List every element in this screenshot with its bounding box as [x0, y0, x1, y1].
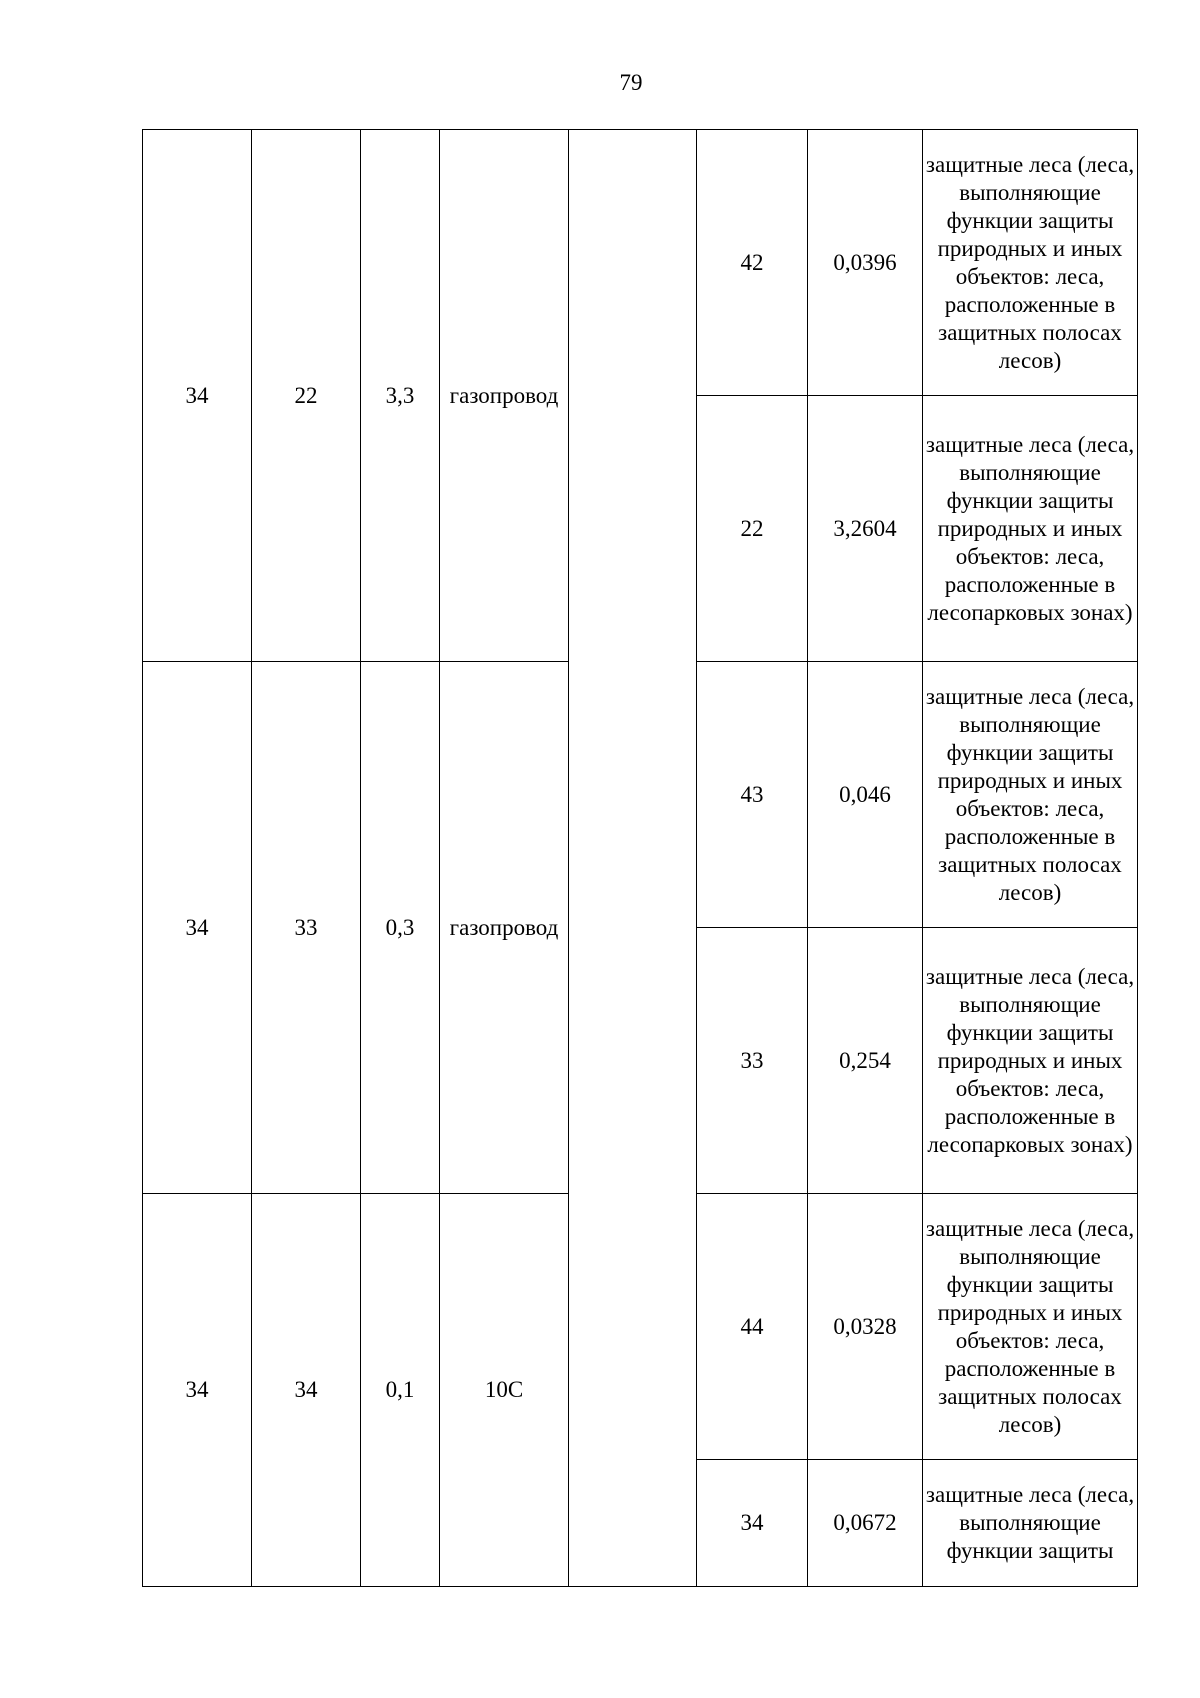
table-cell: 34 — [143, 130, 252, 662]
table-cell: 22 — [252, 130, 361, 662]
table-cell: 33 — [697, 928, 808, 1194]
table-cell: 0,254 — [808, 928, 923, 1194]
table-cell: защитные леса (леса, выполняющие функции защиты природных и иных объектов: леса, расположенные в защитных полосах лесов) — [923, 1194, 1138, 1460]
table-cell: 34 — [697, 1460, 808, 1587]
table-cell: 0,0396 — [808, 130, 923, 396]
table-row — [697, 662, 1138, 928]
left-table — [142, 129, 697, 1587]
table-cell: 34 — [143, 662, 252, 1194]
table-cell: 0,3 — [361, 662, 440, 1194]
table-row — [143, 130, 697, 662]
table-row — [697, 396, 1138, 662]
table-cell: 10С — [440, 1194, 569, 1587]
table-row — [697, 928, 1138, 1194]
table-cell: защитные леса (леса, выполняющие функции защиты природных и иных объектов: леса, расположенные в защитных полосах лесов) — [923, 130, 1138, 396]
table-cell: защитные леса (леса, выполняющие функции защиты природных и иных объектов: леса, расположенные в лесопарковых зонах) — [923, 928, 1138, 1194]
table-cell: защитные леса (леса, выполняющие функции защиты природных и иных объектов: леса, расположенные в лесопарковых зонах) — [923, 396, 1138, 662]
table-cell: 0,046 — [808, 662, 923, 928]
table-cell: 43 — [697, 662, 808, 928]
table-cell: 34 — [143, 1194, 252, 1587]
right-table — [696, 129, 1138, 1587]
table-cell: 44 — [697, 1194, 808, 1460]
table-cell: 42 — [697, 130, 808, 396]
table-cell: газопровод — [440, 130, 569, 662]
table-cell: 0,0672 — [808, 1460, 923, 1587]
table-row — [697, 130, 1138, 396]
table-cell: 0,0328 — [808, 1194, 923, 1460]
table-cell: 0,1 — [361, 1194, 440, 1587]
table-cell: газопровод — [440, 662, 569, 1194]
table-cell: защитные леса (леса, выполняющие функции защиты — [923, 1460, 1138, 1587]
table-row — [697, 1460, 1138, 1587]
table-cell: 3,3 — [361, 130, 440, 662]
table-cell: 22 — [697, 396, 808, 662]
table-cell: 34 — [252, 1194, 361, 1587]
empty-merged-cell — [569, 130, 697, 1587]
table-cell: 3,2604 — [808, 396, 923, 662]
table-row — [697, 1194, 1138, 1460]
page-number: 79 — [619, 70, 643, 95]
table-cell: защитные леса (леса, выполняющие функции защиты природных и иных объектов: леса, расположенные в защитных полосах лесов) — [923, 662, 1138, 928]
table-cell: 33 — [252, 662, 361, 1194]
